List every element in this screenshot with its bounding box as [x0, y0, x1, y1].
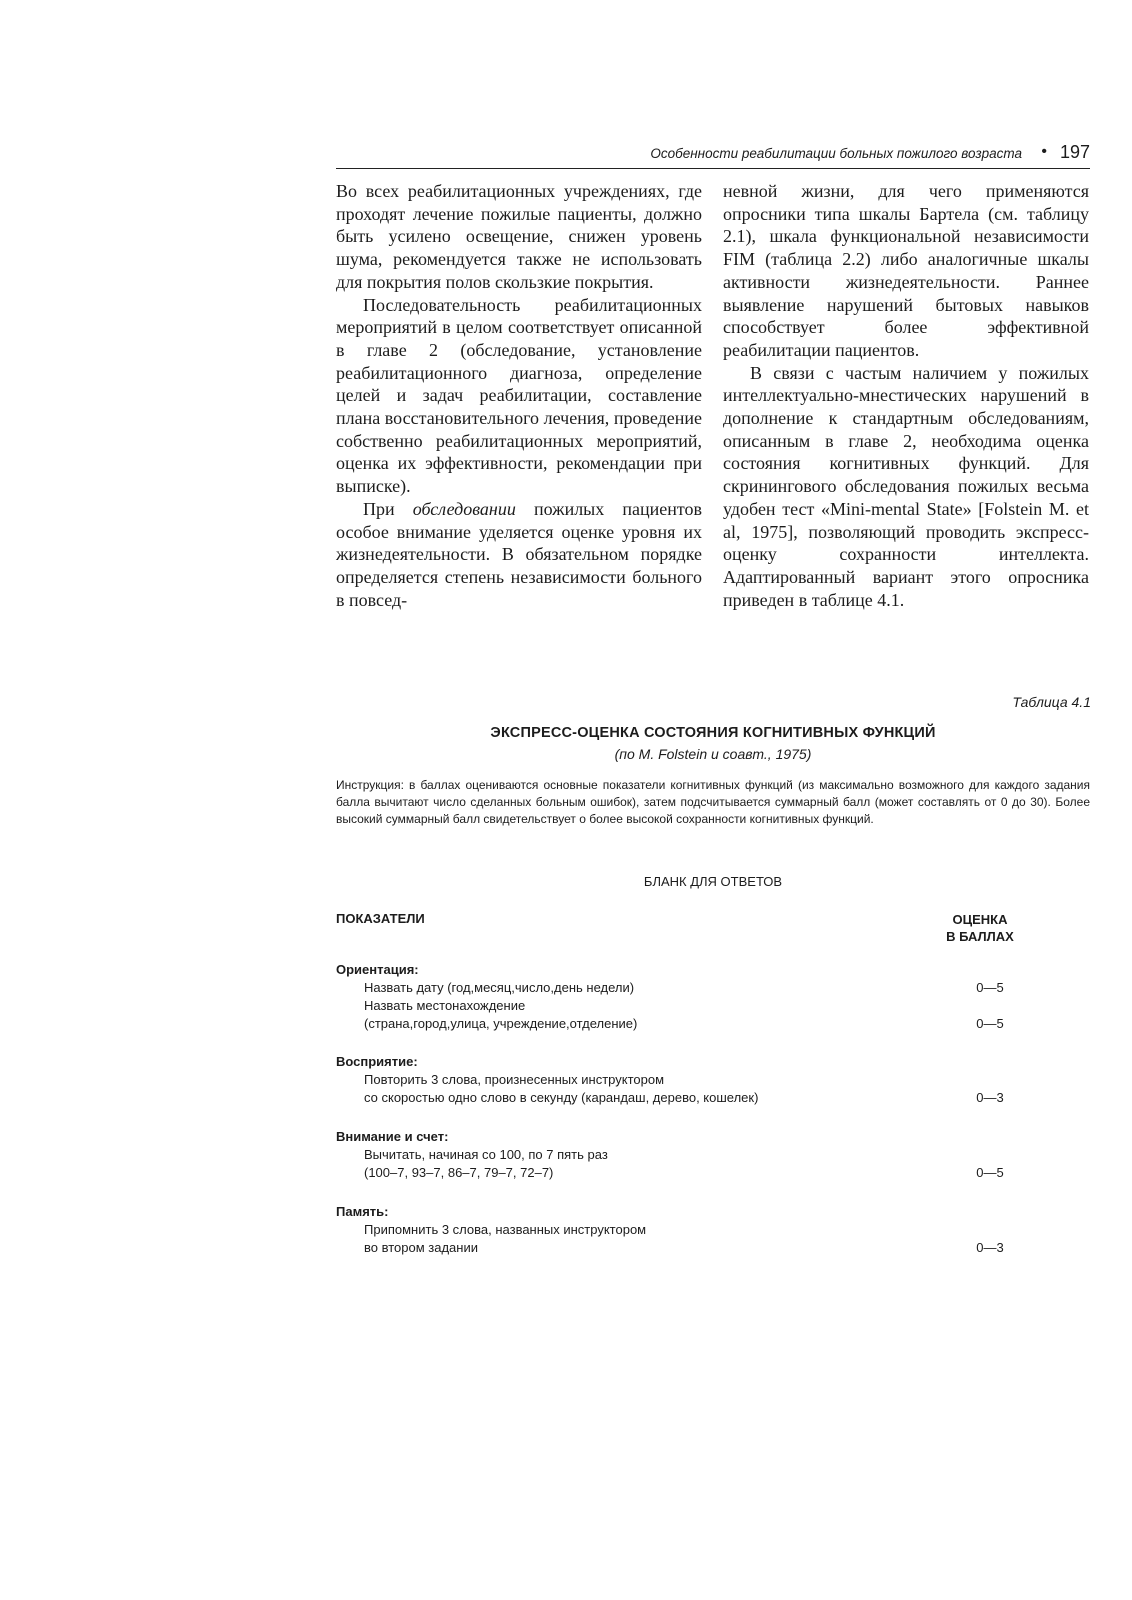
row-score: 0—3	[976, 1090, 1004, 1105]
row-line: Вычитать, начиная со 100, по 7 пять раз	[364, 1147, 608, 1162]
row-line: (страна,город,улица, учреждение,отделение)	[364, 1016, 638, 1031]
row-score: 0—5	[976, 1016, 1004, 1031]
paragraph-text: пожилых пациентов особое внимание уделяется оценке уровня их жизнедеятельности. В обязательном порядке определяется степень независимости больного в повсед-	[336, 498, 702, 610]
running-head	[336, 140, 1090, 169]
table-row	[336, 997, 1090, 1033]
text-column-right	[723, 180, 1089, 611]
row-line: Припомнить 3 слова, названных инструктором	[364, 1222, 647, 1237]
score-header-line: В БАЛЛАХ	[946, 929, 1014, 944]
row-line: со скоростью одно слово в секунду (карандаш, дерево, кошелек)	[364, 1090, 759, 1105]
section-title: Память:	[336, 1204, 389, 1219]
section-perception	[336, 1053, 1090, 1107]
page-number: 197	[1059, 142, 1090, 162]
indicators-column-header: ПОКАЗАТЕЛИ	[336, 911, 425, 926]
table-row	[336, 1071, 1090, 1107]
row-score: 0—3	[976, 1240, 1004, 1255]
section-title: Восприятие:	[336, 1054, 418, 1069]
section-attention	[336, 1128, 1090, 1182]
row-line: во втором задании	[364, 1240, 478, 1255]
running-head-bullet: •	[1041, 143, 1047, 160]
emphasis-term: обследовании	[412, 498, 516, 519]
paragraph-text: При	[363, 498, 413, 519]
score-header-line: ОЦЕНКА	[952, 912, 1008, 927]
table-instruction: Инструкция: в баллах оцениваются основные показатели когнитивных функций (из максимально возможного для каждого задания балла вычитают число сделанных больным ошибок), затем подсчитывается суммарный балл (может составлять от 0 до 30). Более высокий суммарный балл свидетельствует о более высокой сохранности когнитивных функций.	[336, 778, 1090, 826]
table-row	[336, 1146, 1090, 1182]
row-score: 0—5	[976, 1165, 1004, 1180]
table-row	[336, 1221, 1090, 1257]
running-title: Особенности реабилитации больных пожилого возраста	[650, 146, 1022, 161]
paragraph: Во всех реабилитационных учреждениях, где проходят лечение пожилые пациенты, должно быть усилено освещение, снижен уровень шума, рекомендуется также не использовать для покрытия полов скользкие покрытия.	[336, 181, 702, 292]
section-title: Внимание и счет:	[336, 1129, 449, 1144]
row-line: (100–7, 93–7, 86–7, 79–7, 72–7)	[364, 1165, 554, 1180]
row-line: Назвать местонахождение	[364, 998, 526, 1013]
table-row	[336, 979, 1090, 997]
section-memory	[336, 1203, 1090, 1257]
row-score: 0—5	[976, 980, 1004, 995]
table-caption: Таблица 4.1	[1012, 694, 1091, 710]
section-orientation	[336, 961, 1090, 1033]
paragraph	[336, 498, 702, 612]
table-subtitle: (по M. Folstein и соавт., 1975)	[614, 746, 812, 762]
row-line: Назвать дату (год,месяц,число,день недели)	[364, 980, 635, 995]
row-line: Повторить 3 слова, произнесенных инструктором	[364, 1072, 665, 1087]
section-title: Ориентация:	[336, 962, 419, 977]
table-title: ЭКСПРЕСС-ОЦЕНКА СОСТОЯНИЯ КОГНИТИВНЫХ ФУНКЦИЙ	[490, 725, 936, 741]
paragraph: невной жизни, для чего применяются опросники типа шкалы Бартела (см. таблицу 2.1), шкала функциональной независимости FIM (таблица 2.2) либо аналогичные шкалы активности жизнедеятельности. Раннее выявление нарушений бытовых навыков способствует более эффективной реабилитации пациентов.	[723, 181, 1089, 360]
paragraph: В связи с частым наличием у пожилых интеллектуально-мнестических нарушений в дополнение к стандартным обследованиям, описанным в главе 2, необходима оценка состояния когнитивных функций. Для скринингового обследования пожилых весьма удобен тест «Mini-mental State» [Folstein M. et al, 1975], позволяющий проводить экспресс-оценку сохранности интеллекта. Адаптированный вариант этого опросника приведен в таблице 4.1.	[723, 362, 1089, 610]
text-column-left	[336, 180, 702, 611]
paragraph: Последовательность реабилитационных мероприятий в целом соответствует описанной в главе 2 (обследование, установление реабилитационного диагноза, определение целей и задач реабилитации, составление плана восстановительного лечения, проведение собственно реабилитационных мероприятий, оценка их эффективности, рекомендации при выписке).	[336, 294, 702, 497]
score-column-header	[930, 911, 1030, 945]
answer-form-title: БЛАНК ДЛЯ ОТВЕТОВ	[643, 874, 783, 889]
